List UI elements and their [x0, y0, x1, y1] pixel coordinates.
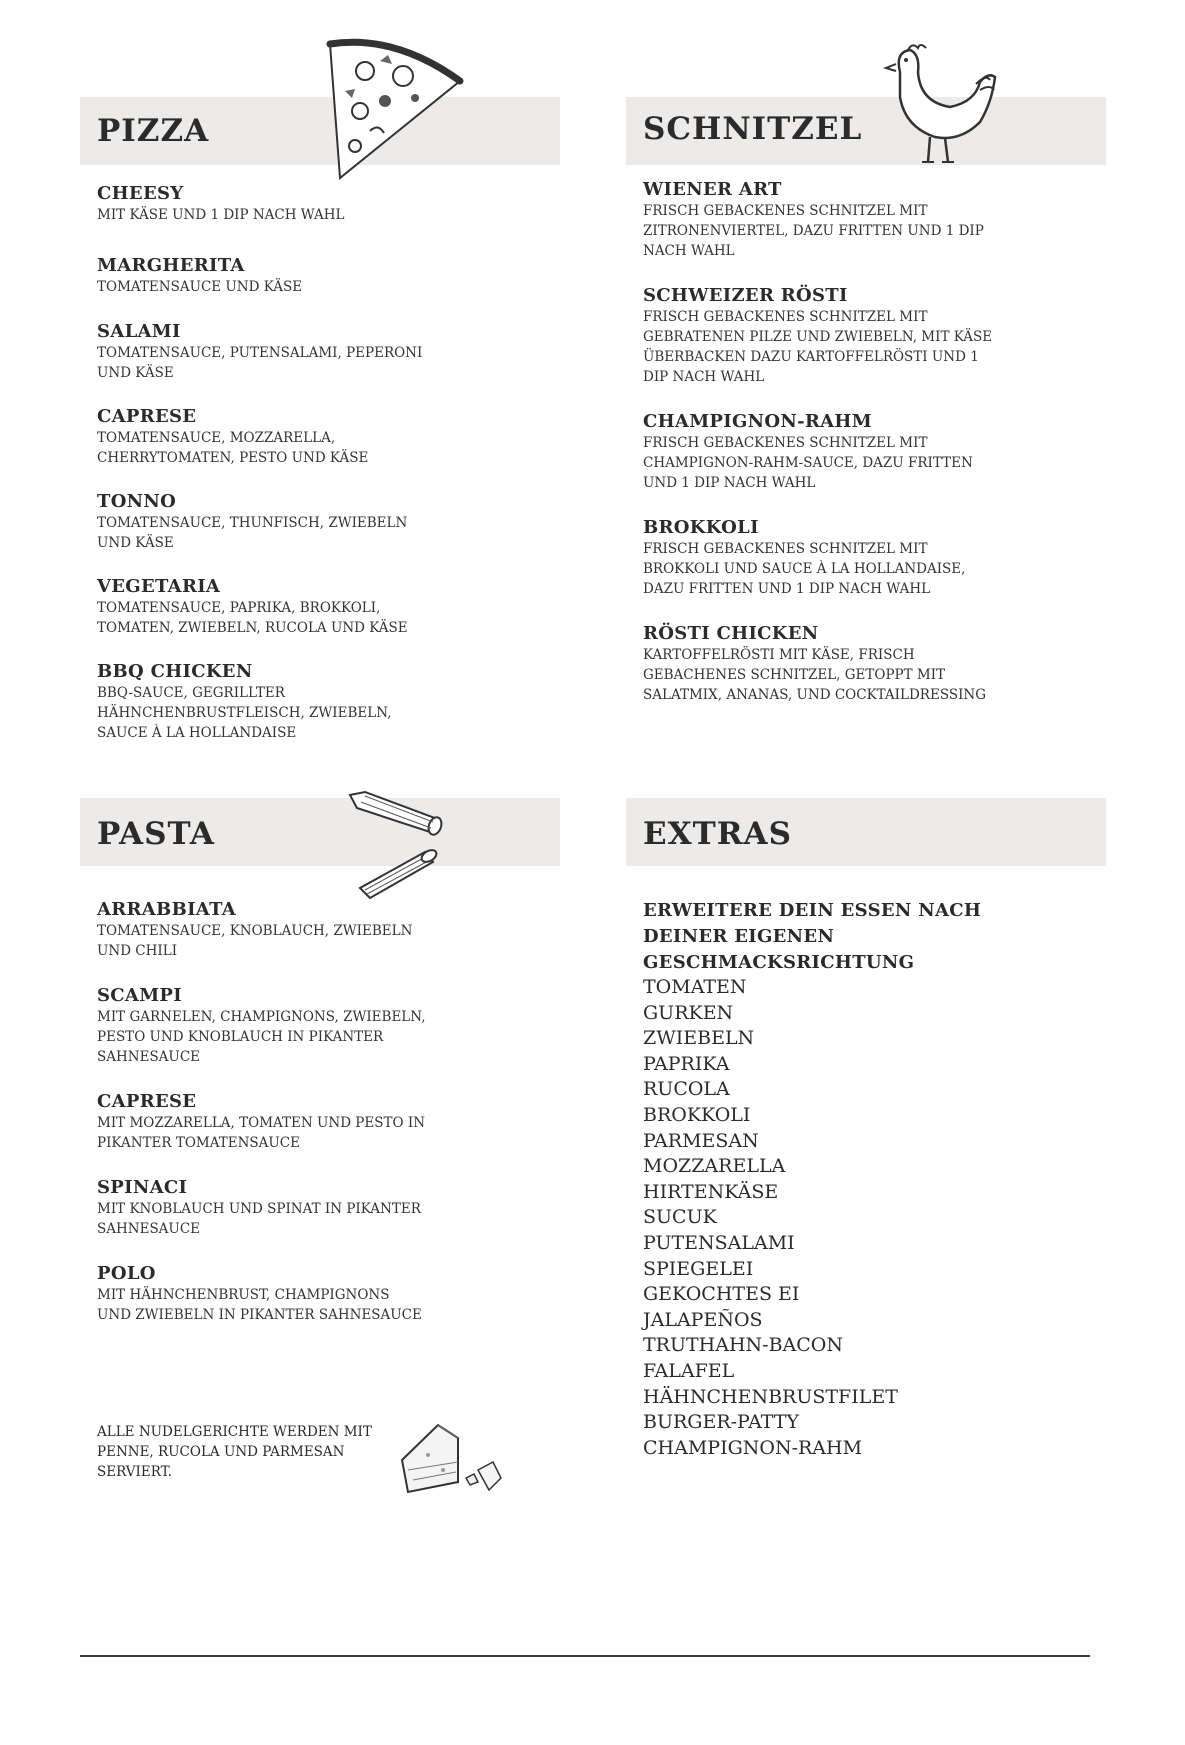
list-item: FALAFEL — [643, 1359, 735, 1382]
item-name: CAPRESE — [97, 1091, 197, 1112]
menu-item — [643, 179, 1003, 261]
item-name: BBQ CHICKEN — [97, 661, 253, 682]
item-name: CAPRESE — [97, 406, 197, 427]
item-name: MARGHERITA — [97, 255, 245, 276]
list-item: PARMESAN — [643, 1129, 759, 1152]
item-desc: FRISCH GEBACKENES SCHNITZEL MIT CHAMPIGNON-RAHM-SAUCE, DAZU FRITTEN UND 1 DIP NACH WAHL — [643, 435, 973, 491]
item-name: POLO — [97, 1263, 156, 1284]
penne-pasta-icon — [345, 790, 445, 900]
item-desc: TOMATENSAUCE, MOZZARELLA, CHERRYTOMATEN, PESTO UND KÄSE — [97, 430, 369, 466]
item-desc: BBQ-SAUCE, GEGRILLTER HÄHNCHENBRUSTFLEISCH, ZWIEBELN, SAUCE À LA HOLLANDAISE — [97, 685, 392, 741]
item-name: BROKKOLI — [643, 517, 759, 538]
item-name: SCAMPI — [97, 985, 182, 1006]
list-item: MOZZARELLA — [643, 1155, 786, 1178]
item-name: CHEESY — [97, 183, 184, 204]
list-item: BROKKOLI — [643, 1103, 751, 1126]
item-desc: MIT GARNELEN, CHAMPIGNONS, ZWIEBELN, PESTO UND KNOBLAUCH IN PIKANTER SAHNESAUCE — [97, 1009, 426, 1065]
item-name: ARRABBIATA — [97, 899, 237, 920]
list-item: JALAPEÑOS — [643, 1308, 763, 1331]
item-name: RÖSTI CHICKEN — [643, 623, 819, 644]
list-item: GEKOCHTES EI — [643, 1283, 800, 1306]
extras-list — [643, 975, 1043, 1461]
menu-item — [97, 255, 427, 297]
item-desc: MIT MOZZARELLA, TOMATEN UND PESTO IN PIKANTER TOMATENSAUCE — [97, 1115, 426, 1151]
menu-item — [97, 321, 427, 383]
pizza-header — [80, 97, 560, 165]
item-desc: FRISCH GEBACKENES SCHNITZEL MIT ZITRONENVIERTEL, DAZU FRITTEN UND 1 DIP NACH WAHL — [643, 203, 984, 259]
list-item: SPIEGELEI — [643, 1257, 754, 1280]
item-desc: TOMATENSAUCE, THUNFISCH, ZWIEBELN UND KÄSE — [97, 515, 408, 551]
item-name: CHAMPIGNON-RAHM — [643, 411, 872, 432]
menu-item — [643, 517, 1003, 599]
schnitzel-list — [643, 179, 1003, 705]
menu-item — [643, 411, 1003, 493]
parmesan-cheese-icon — [398, 1420, 513, 1500]
list-item: SUCUK — [643, 1206, 717, 1229]
list-item: CHAMPIGNON-RAHM — [643, 1436, 863, 1459]
list-item: ZWIEBELN — [643, 1027, 755, 1050]
schnitzel-header — [626, 97, 1106, 165]
menu-item — [97, 491, 427, 553]
item-desc: TOMATENSAUCE, KNOBLAUCH, ZWIEBELN UND CHILI — [97, 923, 413, 959]
extras-header — [626, 798, 1106, 866]
list-item: TOMATEN — [643, 976, 747, 998]
item-desc: TOMATENSAUCE, PAPRIKA, BROKKOLI, TOMATEN, ZWIEBELN, RUCOLA UND KÄSE — [97, 600, 408, 636]
item-desc: MIT KNOBLAUCH UND SPINAT IN PIKANTER SAHNESAUCE — [97, 1201, 421, 1237]
menu-item — [97, 985, 427, 1067]
list-item: HÄHNCHENBRUSTFILET — [643, 1385, 898, 1408]
menu-item — [97, 1091, 427, 1153]
list-item: BURGER-PATTY — [643, 1411, 800, 1434]
menu-item — [97, 1177, 427, 1239]
item-desc: TOMATENSAUCE UND KÄSE — [97, 279, 303, 295]
pizza-title: PIZZA — [97, 113, 210, 149]
item-name: TONNO — [97, 491, 177, 512]
item-desc: MIT HÄHNCHENBRUST, CHAMPIGNONS UND ZWIEBELN IN PIKANTER SAHNESAUCE — [97, 1287, 422, 1323]
menu-item — [97, 661, 427, 743]
pasta-header — [80, 798, 560, 866]
extras-intro: ERWEITERE DEIN ESSEN NACH DEINER EIGENEN GESCHMACKSRICHTUNG — [643, 900, 982, 973]
item-name: SCHWEIZER RÖSTI — [643, 285, 848, 306]
item-desc: MIT KÄSE UND 1 DIP NACH WAHL — [97, 207, 345, 223]
item-name: SALAMI — [97, 321, 181, 342]
schnitzel-title: SCHNITZEL — [643, 111, 863, 147]
item-desc: KARTOFFELRÖSTI MIT KÄSE, FRISCH GEBACHENES SCHNITZEL, GETOPPT MIT SALATMIX, ANANAS, UND COCKTAILDRESSING — [643, 647, 987, 703]
menu-item — [97, 406, 427, 468]
list-item: GURKEN — [643, 1001, 734, 1024]
menu-item — [97, 183, 427, 225]
menu-item — [97, 1263, 427, 1325]
list-item: PUTENSALAMI — [643, 1231, 795, 1254]
item-name: WIENER ART — [643, 179, 782, 200]
list-item: HIRTENKÄSE — [643, 1180, 779, 1203]
item-name: SPINACI — [97, 1177, 188, 1198]
pasta-title: PASTA — [97, 816, 215, 852]
footer-divider — [80, 1655, 1090, 1657]
item-desc: TOMATENSAUCE, PUTENSALAMI, PEPERONI UND KÄSE — [97, 345, 423, 381]
menu-item — [97, 899, 427, 961]
item-desc: FRISCH GEBACKENES SCHNITZEL MIT GEBRATENEN PILZE UND ZWIEBELN, MIT KÄSE ÜBERBACKEN DAZU KARTOFFELRÖSTI UND 1 DIP NACH WAHL — [643, 309, 993, 385]
item-desc: FRISCH GEBACKENES SCHNITZEL MIT BROKKOLI UND SAUCE À LA HOLLANDAISE, DAZU FRITTEN UND 1 DIP NACH WAHL — [643, 541, 966, 597]
menu-item — [97, 576, 427, 638]
list-item: PAPRIKA — [643, 1052, 730, 1075]
pasta-list — [97, 899, 427, 1325]
pizza-list — [97, 183, 427, 743]
list-item: TRUTHAHN-BACON — [643, 1334, 843, 1357]
menu-item — [643, 623, 1003, 705]
item-name: VEGETARIA — [97, 576, 221, 597]
chicken-icon — [880, 42, 1000, 167]
pasta-note: ALLE NUDELGERICHTE WERDEN MIT PENNE, RUCOLA UND PARMESAN SERVIERT. — [97, 1424, 372, 1480]
list-item: RUCOLA — [643, 1078, 730, 1101]
extras-title: EXTRAS — [643, 816, 792, 852]
pizza-slice-icon — [325, 36, 465, 186]
menu-item — [643, 285, 1003, 387]
